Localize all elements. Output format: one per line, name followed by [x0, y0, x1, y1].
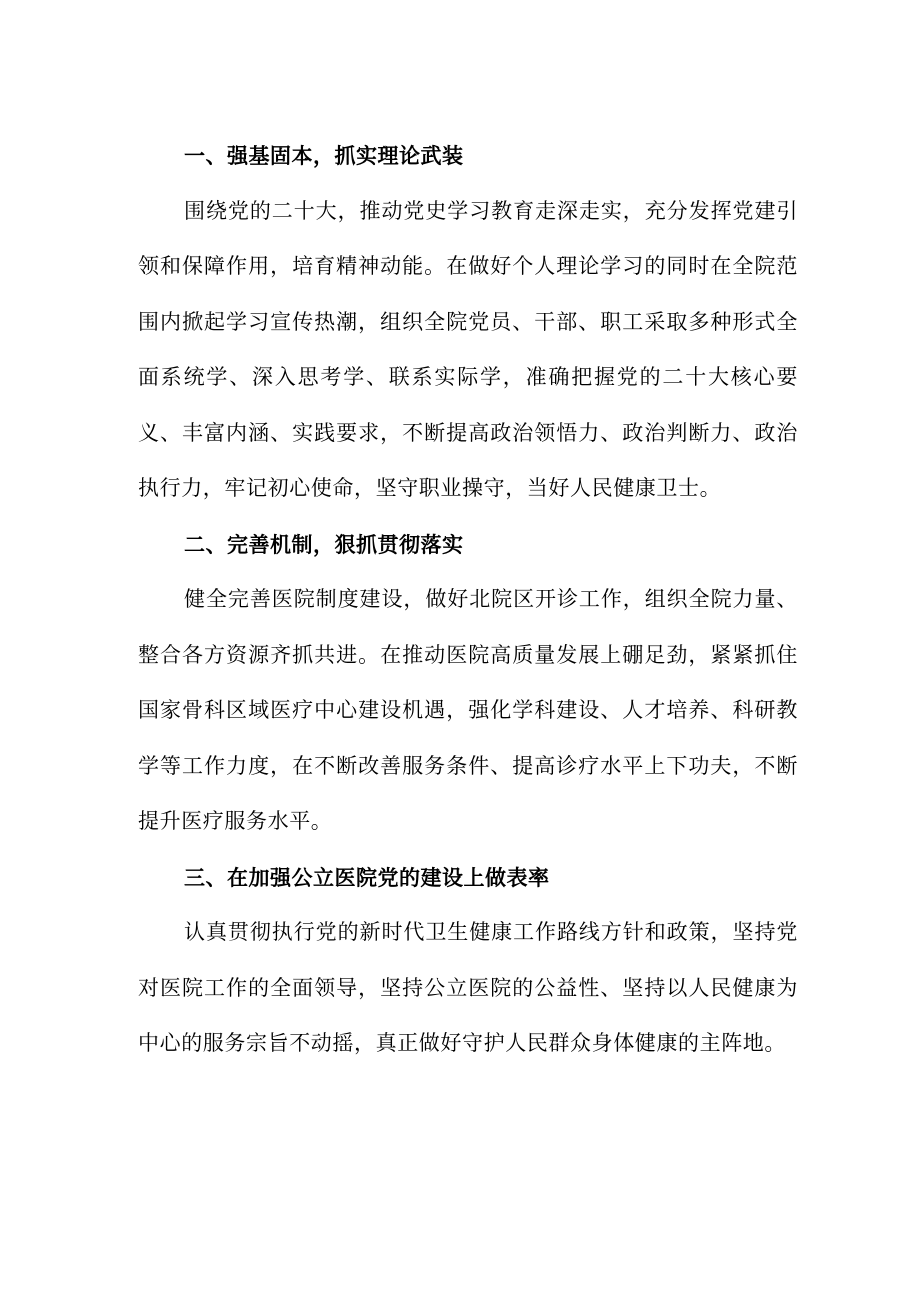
- section-paragraph-3: 认真贯彻执行党的新时代卫生健康工作路线方针和政策，坚持党对医院工作的全面领导，坚持公立医院的公益性、坚持以人民健康为中心的服务宗旨不动摇，真正做好守护人民群众身体健康的主阵地。: [138, 920, 798, 1055]
- section-heading-1: 一、强基固本，抓实理论武装: [184, 143, 464, 168]
- section-paragraph-2: 健全完善医院制度建设，做好北院区开诊工作，组织全院力量、整合各方资源齐抓共进。在推动医院高质量发展上硼足劲，紧紧抓住国家骨科区域医疗中心建设机遇，强化学科建设、人才培养、科研教学等工作力度，在不断改善服务条件、提高诊疗水平上下功夫，不断提升医疗服务水平。: [138, 587, 798, 833]
- section-heading-2: 二、完善机制，狠抓贯彻落实: [184, 531, 464, 557]
- section-paragraph-1: 围绕党的二十大，推动党史学习教育走深走实，充分发挥党建引领和保障作用，培育精神动能。在做好个人理论学习的同时在全院范围内掀起学习宣传热潮，组织全院党员、干部、职工采取多种形式全面系统学、深入思考学、联系实际学，准确把握党的二十大核心要义、丰富内涵、实践要求，不断提高政治领悟力、政治判断力、政治执行力，牢记初心使命，坚守职业操守，当好人民健康卫士。: [138, 198, 798, 500]
- document-body: [138, 128, 798, 1072]
- section-heading-3: 三、在加强公立医院党的建设上做表率: [184, 864, 550, 890]
